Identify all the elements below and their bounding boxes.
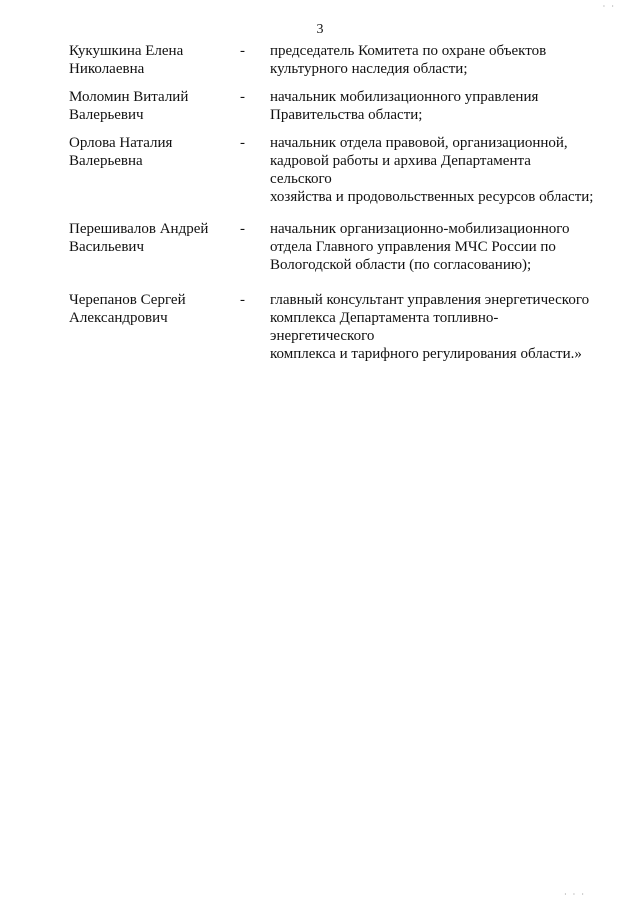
separator-dash: - (240, 89, 245, 105)
member-name: Перешивалов Андрей Васильевич (69, 221, 209, 255)
member-name: Кукушкина Елена Николаевна (69, 43, 184, 77)
member-list (69, 42, 599, 363)
member-position: председатель Комитета по охране объектов культурного наследия области; (270, 43, 547, 77)
separator-dash: - (240, 221, 245, 237)
list-item (69, 134, 599, 206)
list-item (69, 88, 599, 124)
page-number: 3 (316, 22, 324, 37)
member-position: начальник мобилизационного управления Правительства области; (270, 89, 539, 123)
member-position: начальник организационно-мобилизационного отдела Главного управления МЧС России по Вологодской области (по согласованию); (270, 221, 570, 273)
separator-dash: - (240, 135, 245, 151)
list-item (69, 220, 599, 274)
list-item (69, 42, 599, 78)
member-name: Черепанов Сергей Александрович (69, 292, 186, 326)
member-name: Моломин Виталий Валерьевич (69, 89, 189, 123)
scan-artifact: · · (602, 2, 616, 11)
member-name: Орлова Наталия Валерьевна (69, 135, 173, 169)
scan-artifact: · · · (564, 890, 586, 899)
separator-dash: - (240, 43, 245, 59)
list-item (69, 291, 599, 363)
separator-dash: - (240, 292, 245, 308)
member-position: главный консультант управления энергетического комплекса Департамента топливно-энергетического комплекса и тарифного регулирования области.» (270, 292, 590, 362)
member-position: начальник отдела правовой, организационной, кадровой работы и архива Департамента сельского хозяйства и продовольственных ресурсов области; (270, 135, 594, 205)
